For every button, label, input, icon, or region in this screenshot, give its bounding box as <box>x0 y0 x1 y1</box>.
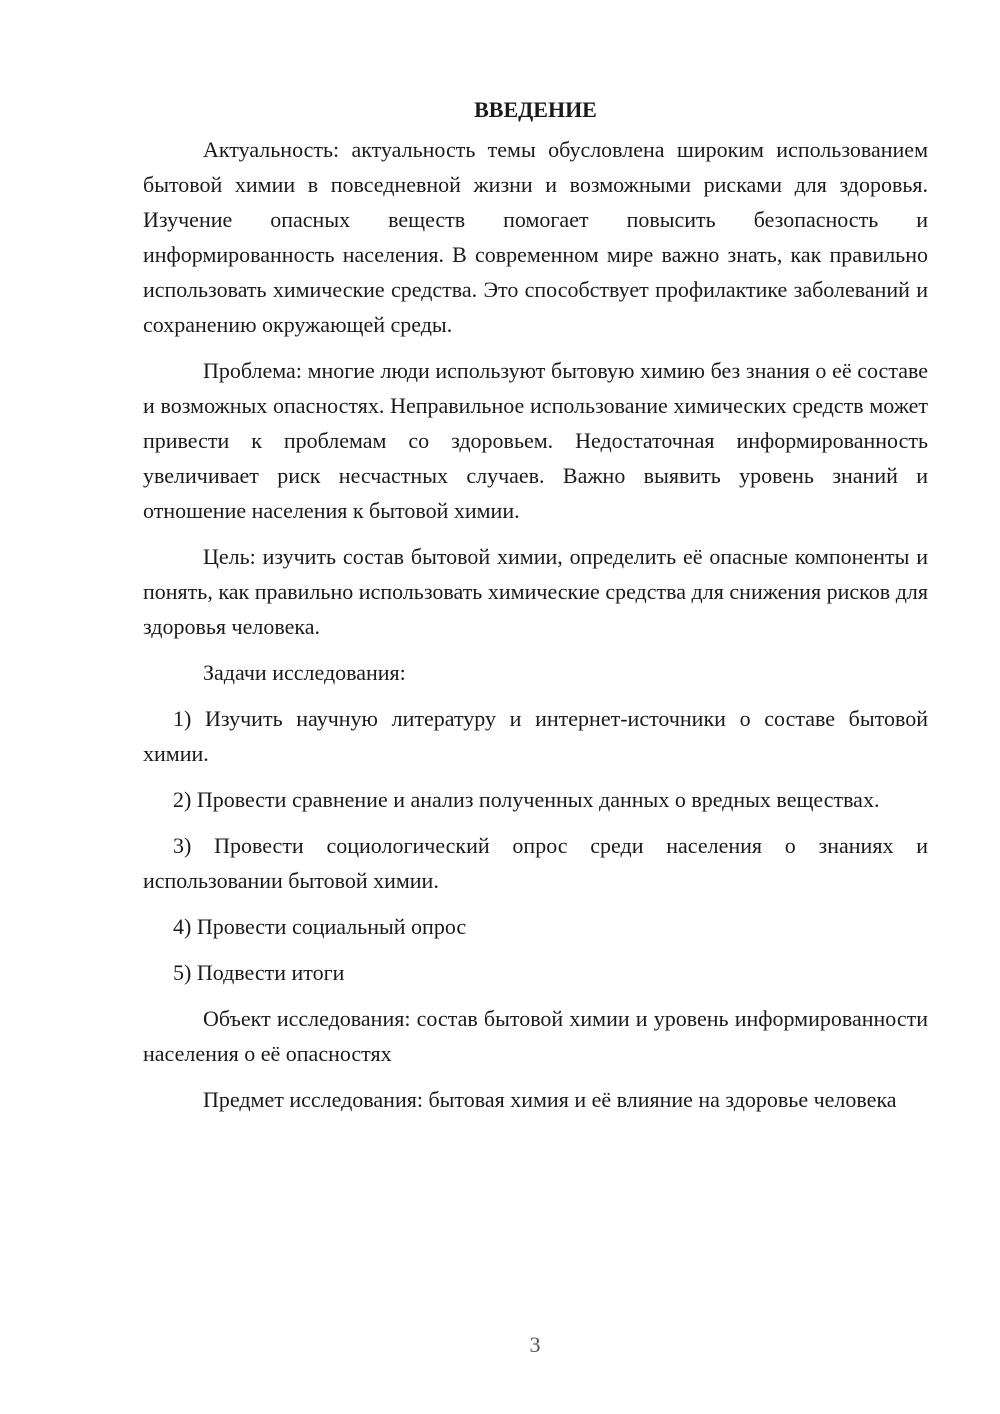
task-item-5: 5) Подвести итоги <box>173 960 345 985</box>
page-number: 3 <box>529 1332 541 1357</box>
task-item-2: 2) Провести сравнение и анализ полученных данных о вредных веществах. <box>173 787 880 812</box>
document-page <box>143 92 928 1128</box>
task-item-1: 1) Изучить научную литературу и интернет-источники о составе бытовой химии. <box>143 706 928 766</box>
goal-paragraph: Цель: изучить состав бытовой химии, определить её опасные компоненты и понять, как правильно использовать химические средства для снижения рисков для здоровья человека. <box>143 544 928 639</box>
document-title: ВВЕДЕНИЕ <box>474 97 597 122</box>
task-item-4: 4) Провести социальный опрос <box>173 914 467 939</box>
object-paragraph: Объект исследования: состав бытовой химии и уровень информированности населения о её опасностях <box>143 1006 928 1066</box>
task-item-3: 3) Провести социологический опрос среди населения о знаниях и использовании бытовой химии. <box>143 833 928 893</box>
problem-paragraph: Проблема: многие люди используют бытовую химию без знания о её составе и возможных опасностях. Неправильное использование химических средств может привести к проблемам со здоровьем. Недостаточная информированность увеличивает риск несчастных случаев. Важно выявить уровень знаний и отношение населения к бытовой химии. <box>143 358 928 523</box>
relevance-paragraph: Актуальность: актуальность темы обусловлена широким использованием бытовой химии в повседневной жизни и возможными рисками для здоровья. Изучение опасных веществ помогает повысить безопасность и информированность населения. В современном мире важно знать, как правильно использовать химические средства. Это способствует профилактике заболеваний и сохранению окружающей среды. <box>143 137 928 337</box>
subject-paragraph: Предмет исследования: бытовая химия и её влияние на здоровье человека <box>203 1087 897 1112</box>
tasks-heading: Задачи исследования: <box>203 660 406 685</box>
